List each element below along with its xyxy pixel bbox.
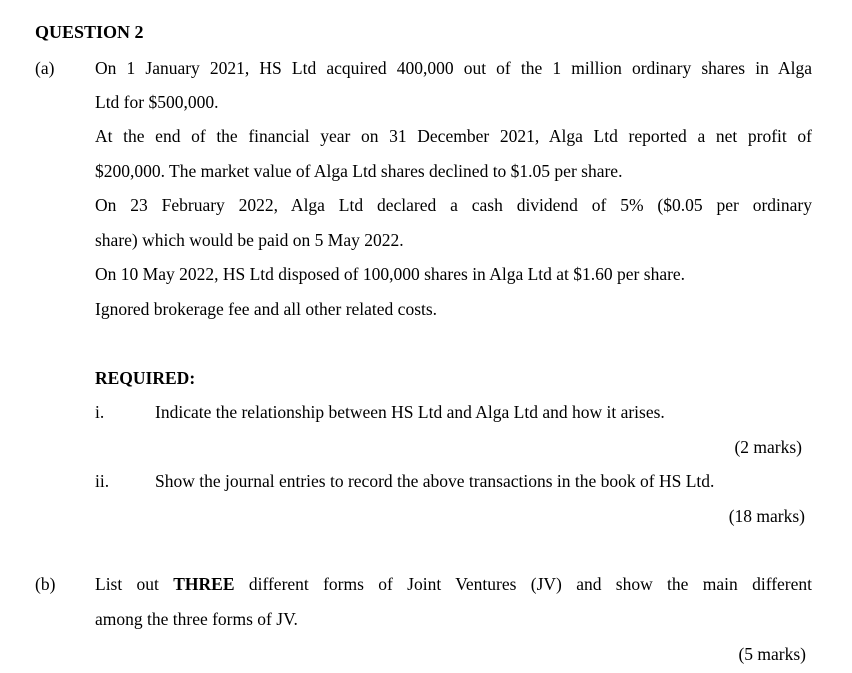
- required-item-text: Show the journal entries to record the above transactions in the book of HS Ltd.: [155, 471, 715, 491]
- part-a-p3-line2: share) which would be paid on 5 May 2022.: [95, 230, 404, 250]
- required-item-numeral: ii.: [95, 471, 110, 491]
- required-item-marks: (18 marks): [728, 506, 805, 526]
- part-a-p2-line1: At the end of the financial year on 31 December 2021, Alga Ltd reported a net profit of: [95, 126, 812, 146]
- part-b-marks: (5 marks): [738, 644, 806, 664]
- part-b-line1-after: different forms of Joint Ventures (JV) and show the main different: [248, 574, 813, 594]
- part-a-p5: Ignored brokerage fee and all other related costs.: [95, 299, 438, 319]
- part-a-p1-line1: On 1 January 2021, HS Ltd acquired 400,000 out of the 1 million ordinary shares in Alga: [95, 58, 812, 78]
- part-b-line2: among the three forms of JV.: [95, 609, 298, 629]
- part-b-three-emphasis: THREE: [173, 574, 235, 594]
- part-a-p1-line2: Ltd for $500,000.: [95, 92, 219, 112]
- required-item-numeral: i.: [95, 402, 105, 422]
- part-b-line1-before: List out: [95, 574, 159, 594]
- required-heading: REQUIRED:: [95, 368, 196, 388]
- part-b-label: (b): [35, 574, 56, 594]
- part-a-label: (a): [35, 58, 55, 78]
- part-b-line1: [95, 574, 812, 595]
- part-a-p3-line1: On 23 February 2022, Alga Ltd declared a cash dividend of 5% ($0.05 per ordinary: [95, 195, 812, 215]
- part-a-p4: On 10 May 2022, HS Ltd disposed of 100,000 shares in Alga Ltd at $1.60 per share.: [95, 264, 686, 284]
- required-item-marks: (2 marks): [734, 437, 802, 457]
- required-item-text: Indicate the relationship between HS Ltd and Alga Ltd and how it arises.: [155, 402, 665, 422]
- part-a-p2-line2: $200,000. The market value of Alga Ltd shares declined to $1.05 per share.: [95, 161, 623, 181]
- question-title: QUESTION 2: [35, 22, 144, 42]
